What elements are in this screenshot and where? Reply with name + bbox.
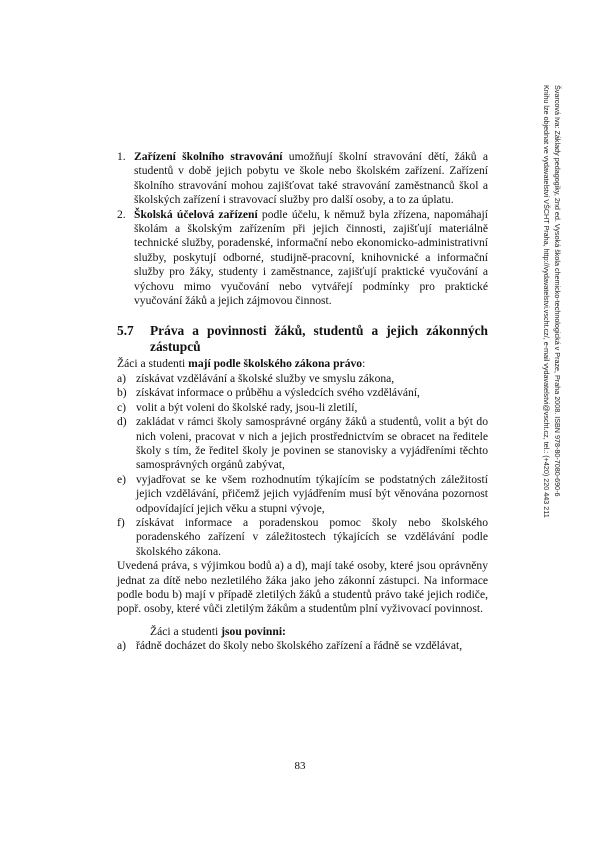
term-bold: Zařízení školního stravování [134,150,283,163]
order-info-line: Knihu lze objednat ve vydavatelství VŠCHT Praha, http://vydavatelstvi.vscht.cz/, e-mail vydavatelstvi@vscht.cz, tel.: (+420) 220 443 211 [542,85,551,518]
list-text: získávat vzdělávání a školské služby ve smyslu zákona, [136,371,395,385]
list-text: vyjadřovat se ke všem rozhodnutím týkajícím se podstatných záležitostí jejich vzdělávání, přičemž jejich vyjádřením musí být věnována pozornost odpovídající jejich věku a stupni vývoje, [136,472,488,515]
list-label: a) [117,639,127,653]
list-text: Zařízení školního stravování umožňují školní stravování dětí, žáků a studentů v době jejich pobytu ve škole nebo školském zařízení. Zařízení školního stravování mohou zajišťovat také stravování zaměstnanců škol a školských zařízení i stravovací služby pro další osoby, a to za úplatu. [134,150,489,207]
citation-line: Švarcová Iva: Základy pedagogiky, 2nd ed. Vysoká škola chemicko-technologická v Praze, Praha 2008. ISBN 978-80-7080-690-6 [553,85,562,497]
list-text: zakládat v rámci školy samosprávné orgány žáků a studentů, volit a být do nich voleni, pracovat v nich a jejich prostřednictvím se obracet na ředitele školy s tím, že ředitel školy je povinen se stanovisky a vyjádřeními těchto samosprávných orgánů zabývat, [136,415,488,472]
list-item [117,516,488,559]
term-bold: Školská účelová zařízení [134,207,258,221]
list-label: a) [117,371,127,385]
side-citation-note [531,85,563,597]
list-item [117,150,488,208]
list-text: řádně docházet do školy nebo školského zařízení a řádně se vzdělávat, [136,639,463,653]
list-item [117,372,488,386]
page-content [117,150,488,654]
list-item [117,415,488,473]
list-label: f) [117,515,125,529]
page-number: 83 [294,760,306,772]
list-text: získávat informace a poradenskou pomoc školy nebo školského poradenského zařízení v záležitostech týkajících se vzdělávání podle školského zákona. [136,515,488,558]
list-label: b) [117,386,127,400]
section-number: 5.7 [117,323,134,339]
list-text: získávat informace o průběhu a výsledcích svého vzdělávání, [136,386,420,400]
list-item [117,208,488,309]
rights-intro: Žáci a studenti mají podle školského zákona právo: [117,357,366,371]
rights-note-paragraph: Uvedená práva, s výjimkou bodů a) a d), mají také osoby, které jsou oprávněny jednat za dítě nebo nezletilého žáka jako jeho zákonní zástupci. Na informace podle bodu b) mají v případě zletilých žáků a studentů právo také jejich rodiče, popř. osoby, které vůči zletilým žákům a studentům plní vyživovací povinnost. [117,559,488,616]
section-heading [117,323,488,355]
list-text: Školská účelová zařízení podle účelu, k němuž byla zřízena, napomáhají školám a školským zařízením při jejich činnosti, zajišťují materiálně technické služby, poradenské, informační nebo ekonomicko-administrativní služby, poskytují odborné, studijně-pracovní, knihovnické a informační služby pro žáky, studenty i zaměstnance, zajišťují praktické vyučování a výchovu mimo vyučování nebo vytvářejí podmínky pro praktické vyučování žáků a jejich zájmovou činnost. [134,207,488,308]
list-item [117,401,488,415]
list-number: 1. [117,150,126,163]
list-label: d) [117,415,127,429]
list-label: e) [117,472,127,486]
list-item [117,386,488,400]
list-item [117,639,488,653]
duties-intro: Žáci a studenti jsou povinni: [150,624,286,638]
section-title: Práva a povinnosti žáků, studentů a jejich zákonných zástupců [150,323,488,355]
list-text: volit a být voleni do školské rady, jsou-li zletilí, [136,400,358,414]
list-number: 2. [117,207,126,221]
list-label: c) [117,400,127,414]
list-item [117,473,488,516]
